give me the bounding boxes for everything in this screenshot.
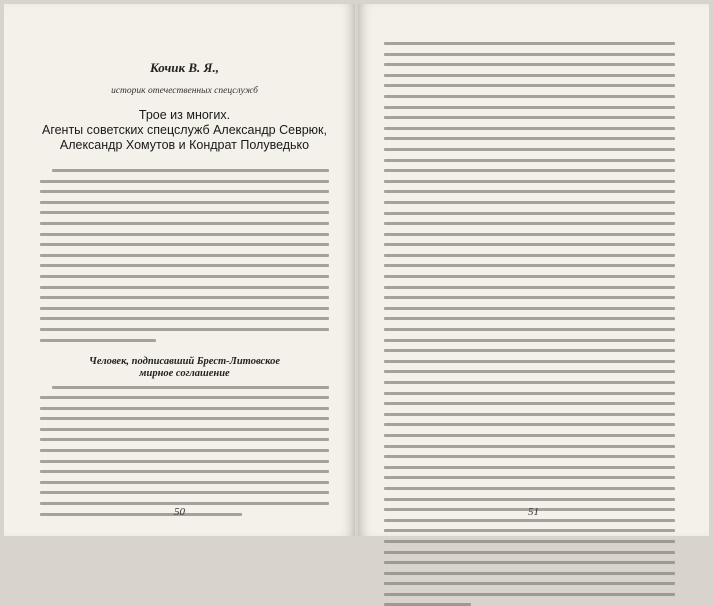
article-title-line: Трое из многих. xyxy=(138,108,231,122)
page-number: 51 xyxy=(528,506,539,518)
right-page xyxy=(358,4,709,536)
article-title-line: Агенты советских спецслужб Александр Севрюк, xyxy=(41,123,327,137)
section-heading-line: Человек, подписавший Брест-Литовское xyxy=(88,355,281,367)
paragraph xyxy=(40,386,329,516)
book-spread xyxy=(4,4,709,536)
section-heading xyxy=(40,356,329,380)
left-page xyxy=(4,4,355,536)
paragraph xyxy=(384,42,675,606)
paragraph xyxy=(40,169,329,342)
author-role: историк отечественных спецслужб xyxy=(111,86,258,96)
article-title-line: Александр Хомутов и Кондрат Полуведько xyxy=(59,138,310,152)
section-heading-line: мирное соглашение xyxy=(139,367,230,379)
author-name: Кочик В. Я., xyxy=(149,60,219,75)
article-title xyxy=(40,108,329,153)
page-number: 50 xyxy=(174,506,185,518)
